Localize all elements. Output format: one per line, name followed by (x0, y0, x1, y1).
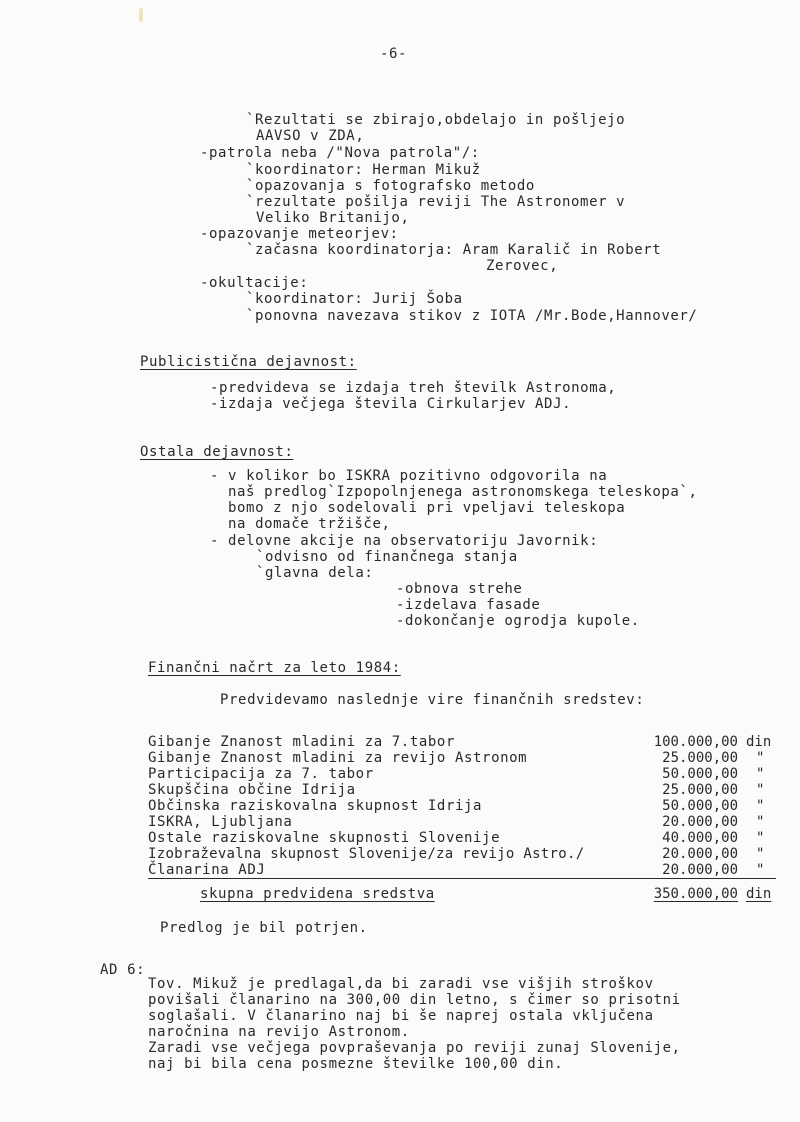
list-line: na domače tržišče, (228, 516, 391, 532)
finance-unit: " (756, 814, 765, 830)
finance-source: Participacija za 7. tabor (148, 766, 374, 782)
finance-amount: 20.000,00 (662, 846, 738, 862)
list-line: `začasna koordinatorja: Aram Karalič in Robert (246, 242, 662, 258)
list-line: `Rezultati se zbirajo,obdelajo in pošljejo (246, 112, 626, 128)
list-line: -opazovanje meteorjev: (200, 226, 399, 242)
finance-source: Izobraževalna skupnost Slovenije/za revijo Astro./ (148, 846, 585, 862)
finance-amount: 50.000,00 (662, 798, 738, 814)
finance-unit: " (756, 798, 765, 814)
paragraph-line: soglašali. V članarino naj bi še naprej ostala vključena (148, 1008, 654, 1024)
table-divider (148, 878, 776, 879)
finance-amount: 50.000,00 (662, 766, 738, 782)
finance-unit: " (756, 862, 765, 878)
paragraph-line: Zaradi vse večjega povpraševanja po reviji zunaj Slovenije, (148, 1040, 681, 1056)
finance-source: Gibanje Znanost mladini za revijo Astronom (148, 750, 528, 766)
finance-amount: 20.000,00 (662, 862, 738, 878)
list-line: - v kolikor bo ISKRA pozitivno odgovorila na (210, 468, 608, 484)
paragraph-line: naročnina na revijo Astronom. (148, 1024, 410, 1040)
finance-total-unit: din (746, 886, 772, 902)
finance-unit: " (756, 846, 765, 862)
finance-unit: " (756, 830, 765, 846)
finance-unit: din (746, 734, 772, 750)
section-heading-other: Ostala dejavnost: (140, 444, 294, 460)
list-line: `opazovanja s fotografsko metodo (246, 178, 535, 194)
list-line: `rezultate pošilja reviji The Astronomer v (246, 194, 626, 210)
list-line: -dokončanje ogrodja kupole. (396, 613, 640, 629)
finance-source: ISKRA, Ljubljana (148, 814, 293, 830)
list-line: bomo z njo sodelovali pri vpeljavi teleskopa (228, 500, 626, 516)
finance-amount: 20.000,00 (662, 814, 738, 830)
finance-amount: 25.000,00 (662, 750, 738, 766)
finance-unit: " (756, 750, 765, 766)
finance-amount: 100.000,00 (653, 734, 738, 750)
paragraph-line: povišali članarino na 300,00 din letno, s čimer so prisotni (148, 992, 681, 1008)
list-line: Veliko Britanijo, (256, 210, 410, 226)
section-heading-finance: Finančni načrt za leto 1984: (148, 660, 401, 676)
list-line: -izdaja večjega števila Cirkularjev ADJ. (210, 396, 572, 412)
finance-source: Občinska raziskovalna skupnost Idrija (148, 798, 483, 814)
list-line: naš predlog`Izpopolnjenega astronomskega teleskopa`, (228, 484, 698, 500)
list-line: -izdelava fasade (396, 597, 541, 613)
list-line: -obnova strehe (396, 581, 523, 597)
list-line: `glavna dela: (256, 565, 374, 581)
finance-total-label: skupna predvidena sredstva (200, 886, 435, 902)
paragraph-line: Tov. Mikuž je predlagal,da bi zaradi vse višjih stroškov (148, 976, 654, 992)
finance-intro: Predvidevamo naslednje vire finančnih sredstev: (220, 692, 645, 708)
finance-source: Skupščina občine Idrija (148, 782, 356, 798)
finance-source: Ostale raziskovalne skupnosti Slovenije (148, 830, 501, 846)
list-line: - delovne akcije na observatoriju Javornik: (210, 533, 599, 549)
finance-amount: 25.000,00 (662, 782, 738, 798)
section-label-ad6: AD 6: (100, 962, 146, 978)
finance-source: Članarina ADJ (148, 862, 266, 878)
finance-total-amount: 350.000,00 (653, 886, 738, 902)
finance-unit: " (756, 766, 765, 782)
finance-confirmation: Predlog je bil potrjen. (160, 920, 368, 936)
finance-amount: 40.000,00 (662, 830, 738, 846)
list-line: `ponovna navezava stikov z IOTA /Mr.Bode,Hannover/ (246, 308, 698, 324)
paragraph-line: naj bi bila cena posmezne številke 100,00 din. (148, 1056, 564, 1072)
list-line: Zerovec, (486, 258, 559, 274)
finance-source: Gibanje Znanost mladini za 7.tabor (148, 734, 455, 750)
list-line: AAVSO v ZDA, (256, 128, 365, 144)
list-line: `koordinator: Jurij Šoba (246, 291, 463, 307)
finance-unit: " (756, 782, 765, 798)
list-line: `koordinator: Herman Mikuž (246, 162, 481, 178)
list-line: `odvisno od finančnega stanja (256, 549, 518, 565)
list-line: -patrola neba /"Nova patrola"/: (200, 145, 480, 161)
paper-stain (139, 8, 143, 22)
list-line: -okultacije: (200, 275, 309, 291)
page-number: -6- (380, 46, 408, 62)
section-heading-publicistic: Publicistična dejavnost: (140, 354, 357, 370)
list-line: -predvideva se izdaja treh številk Astronoma, (210, 380, 617, 396)
